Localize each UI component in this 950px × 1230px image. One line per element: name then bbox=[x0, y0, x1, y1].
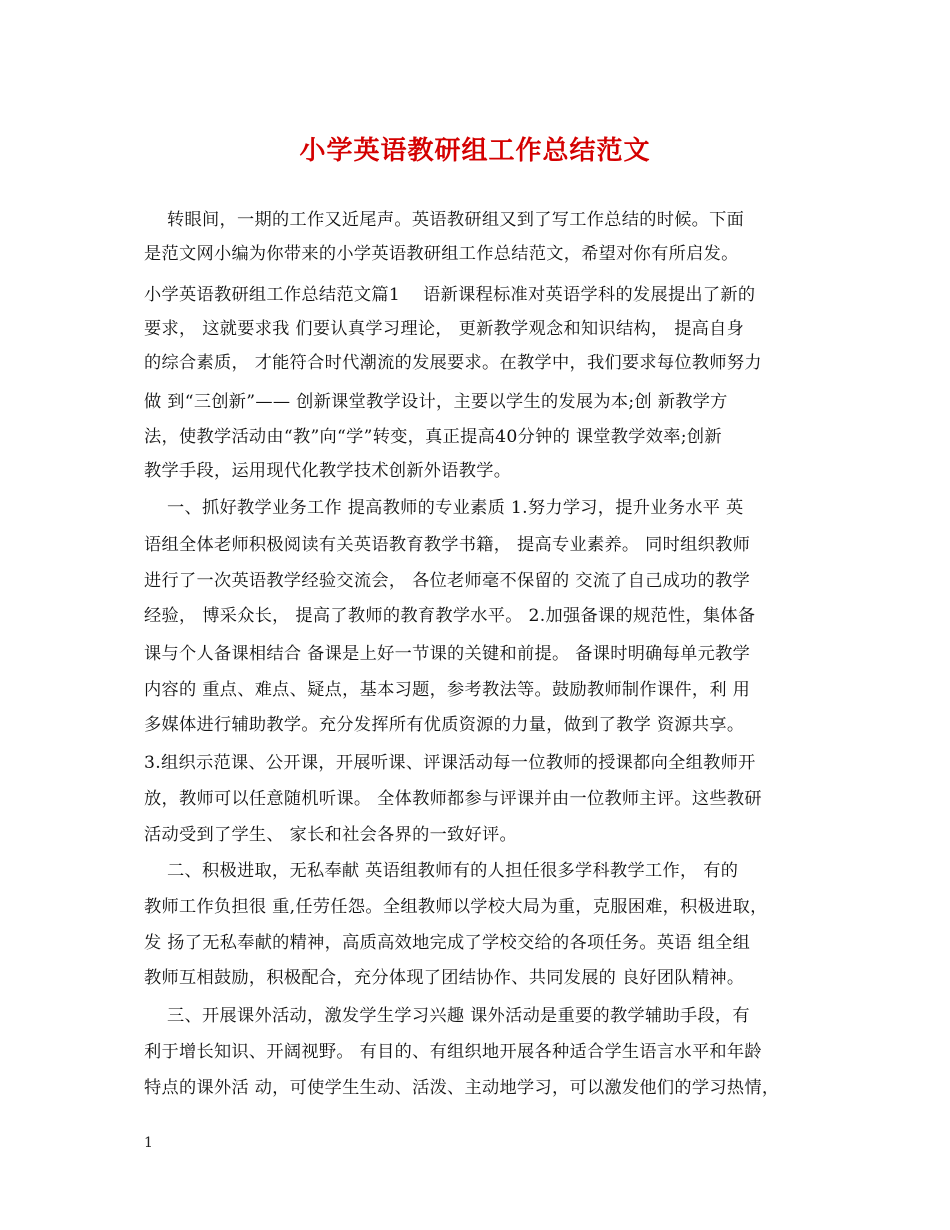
body-line: 三、开展课外活动，激发学生学习兴趣 课外活动是重要的教学辅助手段，有 bbox=[144, 1006, 750, 1026]
body-line: 是范文网小编为你带来的小学英语教研组工作总结范文，希望对你有所启发。 bbox=[144, 244, 739, 264]
body-line: 要求， 这就要求我 们要认真学习理论， 更新教学观念和知识结构， 提高自身 bbox=[144, 319, 745, 339]
body-line: 活动受到了学生、 家长和社会各界的一致好评。 bbox=[144, 825, 518, 845]
body-line: 教学手段，运用现代化教学技术创新外语教学。 bbox=[144, 461, 512, 481]
body-line: 放，教师可以任意随机听课。 全体教师都参与评课并由一位教师主评。这些教研 bbox=[144, 789, 762, 809]
body-line: 的综合素质， 才能符合时代潮流的发展要求。在教学中，我们要求每位教师努力 bbox=[144, 353, 762, 373]
body-line: 课与个人备课相结合 备课是上好一节课的关键和前提。 备课时明确每单元教学 bbox=[144, 644, 751, 664]
body-line: 进行了一次英语教学经验交流会， 各位老师毫不保留的 交流了自己成功的教学 bbox=[144, 571, 751, 591]
body-line: 小学英语教研组工作总结范文篇1 语新课程标准对英语学科的发展提出了新的 bbox=[144, 285, 756, 305]
body-line: 法，使教学活动由“教”向“学”转变，真正提高40分钟的 课堂教学效率;创新 bbox=[144, 427, 722, 447]
body-line: 利于增长知识、开阔视野。 有目的、有组织地开展各种适合学生语言水平和年龄 bbox=[144, 1042, 762, 1062]
body-line: 一、抓好教学业务工作 提高教师的专业素质 1.努力学习，提升业务水平 英 bbox=[144, 498, 744, 518]
body-line: 教师工作负担很 重,任劳任怨。全组教师以学校大局为重，克服困难，积极进取， bbox=[144, 897, 768, 917]
page-number: 1 bbox=[144, 1135, 153, 1151]
body-line: 语组全体老师积极阅读有关英语教育教学书籍， 提高专业素养。 同时组织教师 bbox=[144, 535, 751, 555]
document-title: 小学英语教研组工作总结范文 bbox=[299, 136, 651, 166]
body-line: 教师互相鼓励，积极配合，充分体现了团结协作、共同发展的 良好团队精神。 bbox=[144, 968, 745, 988]
body-line: 发 扬了无私奉献的精神，高质高效地完成了学校交给的各项任务。英语 组全组 bbox=[144, 933, 751, 953]
body-line: 二、积极进取，无私奉献 英语组教师有的人担任很多学科教学工作， 有的 bbox=[144, 861, 739, 881]
body-line: 内容的 重点、难点、疑点，基本习题，参考教法等。鼓励教师制作课件，利 用 bbox=[144, 680, 751, 700]
body-line: 特点的课外活 动，可使学生生动、活泼、主动地学习，可以激发他们的学习热情， bbox=[144, 1078, 780, 1098]
body-line: 多媒体进行辅助教学。充分发挥所有优质资源的力量，做到了教学 资源共享。 bbox=[144, 715, 745, 735]
body-line: 经验， 博采众长， 提高了教师的教育教学水平。 2.加强备课的规范性，集体备 bbox=[144, 606, 756, 626]
body-line: 做 到“三创新”—— 创新课堂教学设计，主要以学生的发展为本;创 新教学方 bbox=[144, 392, 728, 412]
body-line: 3.组织示范课、公开课，开展听课、评课活动每一位教师的授课都向全组教师开 bbox=[144, 753, 756, 773]
body-line: 转眼间，一期的工作又近尾声。英语教研组又到了写工作总结的时候。下面 bbox=[144, 210, 745, 230]
